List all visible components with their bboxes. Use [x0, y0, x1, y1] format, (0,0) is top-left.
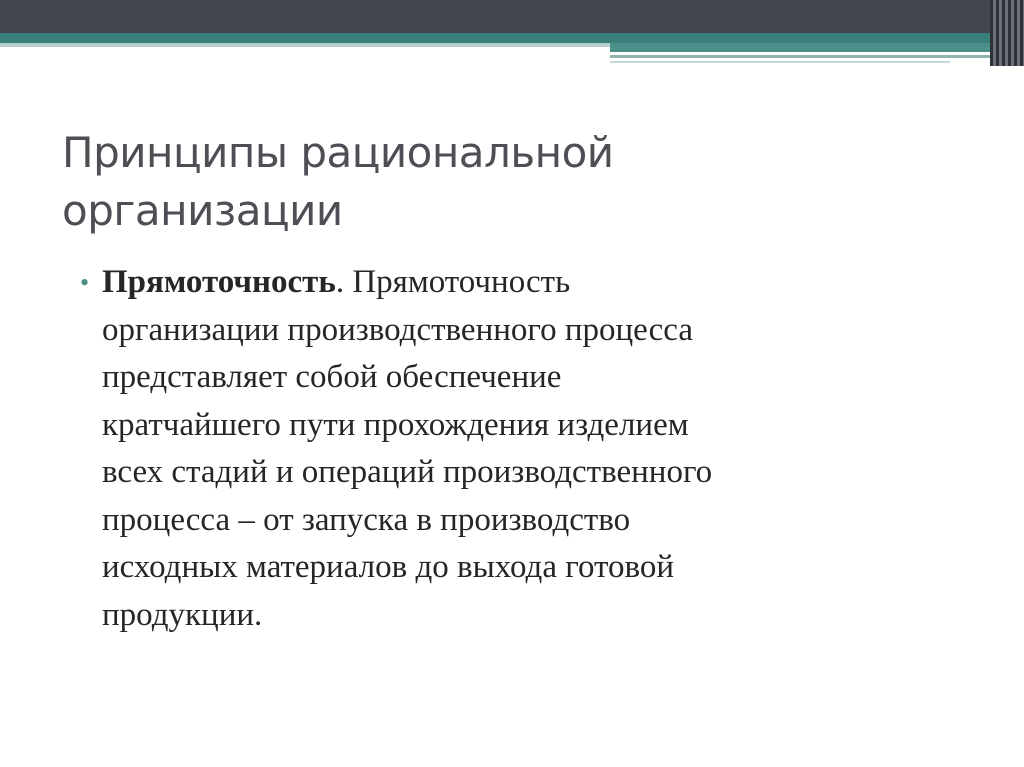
- bullet-dot-icon: •: [80, 268, 90, 297]
- bullet-text-line-3: представляет собой обеспечение: [102, 359, 562, 395]
- banner-right-thin-line: [610, 61, 950, 63]
- slide-title-line-2: организации: [62, 186, 343, 235]
- bullet-text-line-2: организации производственного процесса: [102, 311, 693, 348]
- banner-teal-stripe: [0, 33, 1024, 43]
- bullet-item: [80, 259, 960, 639]
- slide-content: [80, 259, 960, 639]
- bullet-text-line-5: всех стадий и операций производственного: [102, 454, 713, 490]
- slide-title: [62, 124, 942, 240]
- slide-title-line-1: Принципы рациональной: [62, 128, 614, 177]
- banner-right-light-line: [610, 55, 1024, 58]
- bullet-text-line-4: кратчайшего пути прохождения изделием: [102, 406, 689, 443]
- bullet-text-line-8: продукции.: [102, 596, 263, 633]
- banner-light-stripe: [0, 43, 610, 47]
- bullet-text-line-7: исходных материалов до выхода готовой: [102, 549, 675, 585]
- bullet-text-line-6: процесса – от запуска в производство: [102, 501, 631, 538]
- bullet-term-period: .: [335, 264, 345, 300]
- bullet-term: Прямоточность: [102, 264, 336, 300]
- bullet-text-line-1: Прямоточность: [344, 264, 571, 300]
- banner-dark-band: [0, 0, 1024, 33]
- banner-right-teal-block: [610, 43, 1024, 52]
- banner-vertical-bars: [990, 0, 1024, 66]
